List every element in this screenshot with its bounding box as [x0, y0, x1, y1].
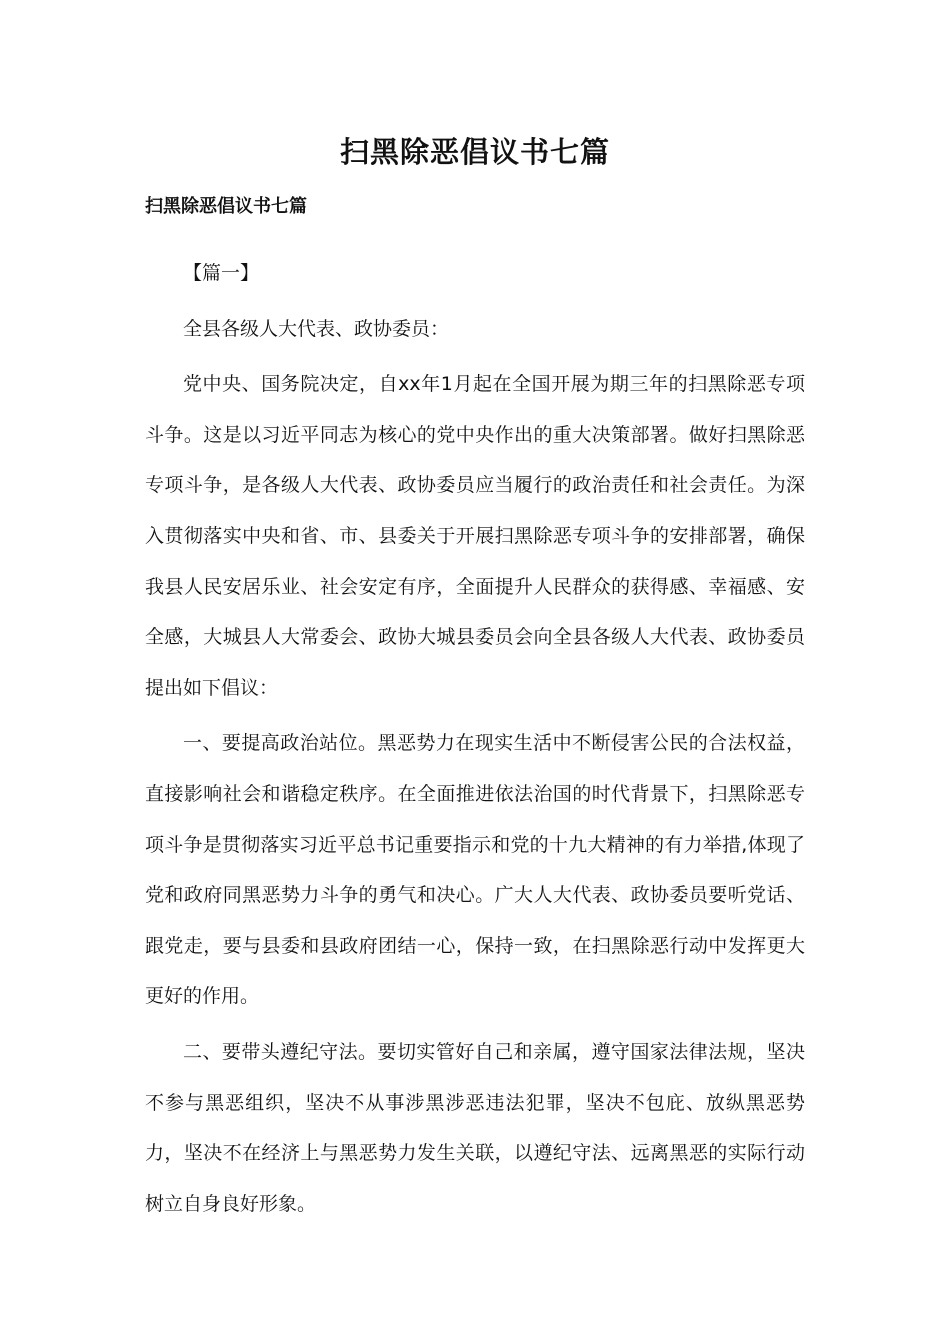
paragraph-point-two: 二、要带头遵纪守法。要切实管好自己和亲属，遵守国家法律法规，坚决不参与黑恶组织，坚决不从事涉黑涉恶违法犯罪，坚决不包庇、放纵黑恶势力，坚决不在经济上与黑恶势力发生关联，以遵纪守法、远离黑恶的实际行动树立自身良好形象。	[145, 1040, 805, 1215]
salutation: 全县各级人大代表、政协委员：	[183, 317, 450, 340]
document-body	[145, 248, 805, 1229]
paragraph-intro: 党中央、国务院决定，自xx年1月起在全国开展为期三年的扫黑除恶专项斗争。这是以习近平同志为核心的党中央作出的重大决策部署。做好扫黑除恶专项斗争，是各级人大代表、政协委员应当履行的政治责任和社会责任。为深入贯彻落实中央和省、市、县委关于开展扫黑除恶专项斗争的安排部署，确保我县人民安居乐业、社会安定有序，全面提升人民群众的获得感、幸福感、安全感，大城县人大常委会、政协大城县委员会向全县各级人大代表、政协委员提出如下倡议：	[145, 373, 805, 699]
document-subtitle: 扫黑除恶倡议书七篇	[145, 196, 307, 217]
document-title: 扫黑除恶倡议书七篇	[339, 135, 610, 169]
section-label: 【篇一】	[183, 262, 260, 284]
paragraph-point-one: 一、要提高政治站位。黑恶势力在现实生活中不断侵害公民的合法权益，直接影响社会和谐稳定秩序。在全面推进依法治国的时代背景下，扫黑除恶专项斗争是贯彻落实习近平总书记重要指示和党的十九大精神的有力举措,体现了党和政府同黑恶势力斗争的勇气和决心。广大人大代表、政协委员要听党话、跟党走，要与县委和县政府团结一心，保持一致，在扫黑除恶行动中发挥更大更好的作用。	[145, 732, 805, 1008]
